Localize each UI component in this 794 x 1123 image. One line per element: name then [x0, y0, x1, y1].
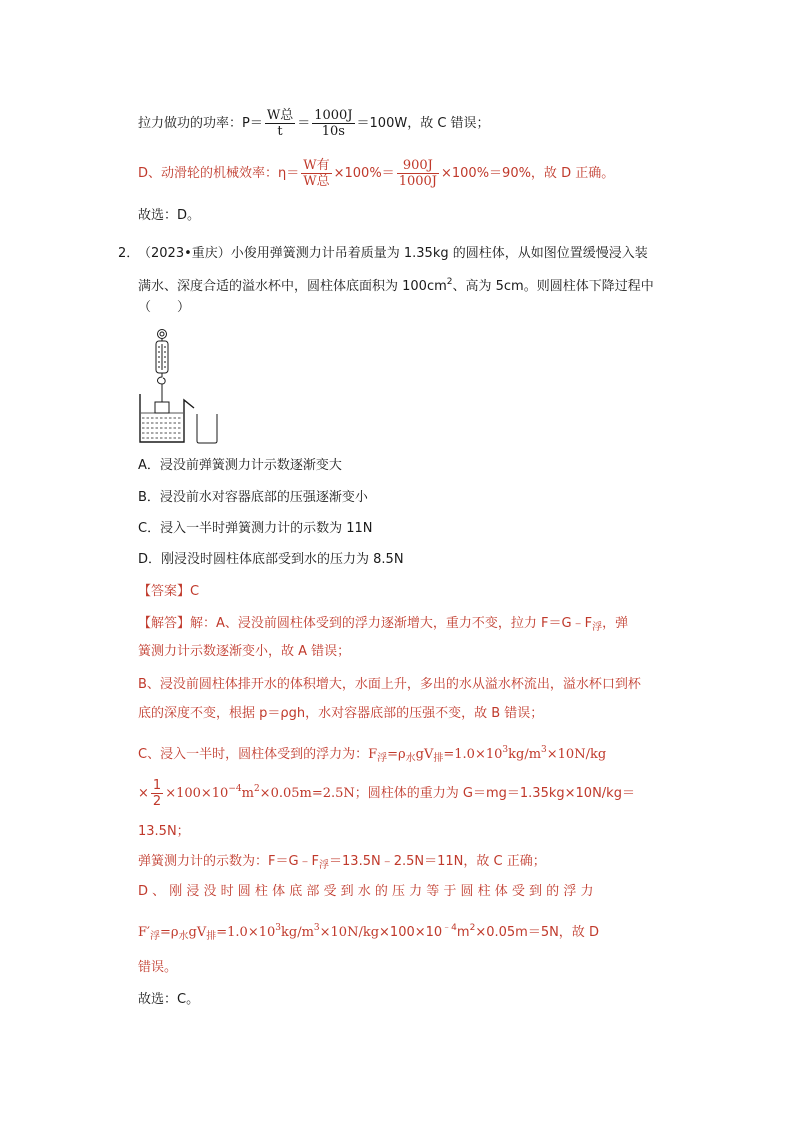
efficiency-fraction-1: $\frac{\text{W有}}{\text{W总}}$ — [303, 158, 330, 189]
efficiency-line: D、动滑轮的机械效率：η＝ $\frac{\text{W有}}{\text{W总}}$ ×100%＝ $\frac{900J}{1000J}$ ×100%＝90%，故 D 正确。 — [138, 158, 615, 189]
power-fraction-1: $\frac{\text{W总}}{t}$ — [266, 108, 294, 139]
analysis-heading: 【解答】 — [138, 616, 191, 631]
water-icon — [141, 413, 183, 438]
half-fraction: $\frac{1}{2}$ — [152, 778, 162, 809]
power-result: ＝100W，故 C 错误； — [356, 116, 490, 131]
analysis-line-9: D 、 刚 浸 没 时 圆 柱 体 底 部 受 到 水 的 压 力 等 于 圆 柱 体 受 到 的 浮 力 — [138, 884, 594, 899]
apparatus-figure — [136, 328, 226, 444]
efficiency-fraction-2: $\frac{900J}{1000J}$ — [398, 158, 437, 189]
question-number: 2． — [118, 246, 140, 261]
analysis-line-3: B、浸没前圆柱体排开水的体积增大，水面上升，多出的水从溢水杯流出，溢水杯口到杯 — [138, 677, 641, 692]
analysis-line-6: × $\frac{1}{2}$ $\times 100\times 10^{-4}m^2\times 0.05m=2.5N$；圆柱体的重力为 G＝mg＝1.35kg×10N/kg＝ — [138, 778, 635, 809]
analysis-line-1: 【解答】解：A、浸没前圆柱体受到的浮力逐渐增大，重力不变，拉力 $F=G﹣F_浮$，弹 — [138, 616, 629, 633]
part-a-choice: 故选：D。 — [138, 208, 201, 223]
efficiency-result: ×100%＝90%，故 D 正确。 — [440, 166, 615, 181]
buoyancy-formula-c: $F_浮=\rho_水gV_排=1.0\times 10^3kg/m^3\times 10N/kg$ — [368, 745, 607, 764]
option-c: C．浸入一半时弹簧测力计的示数为 11N — [138, 521, 373, 536]
efficiency-label: D、动滑轮的机械效率：η＝ — [138, 166, 300, 181]
power-label: 拉力做功的功率：P＝ — [138, 116, 263, 131]
answer-label: 【答案】C — [138, 584, 200, 599]
question-line-2: 满水、深度合适的溢水杯中，圆柱体底面积为 $100cm^2$、高为 5cm。则圆柱体下降过程中 — [138, 277, 654, 294]
analysis-line-8: 弹簧测力计的示数为：$F=G﹣F_浮=13.5N﹣2.5N=11N$，故 C 正确； — [138, 854, 546, 871]
analysis-line-10: $F'_浮=\rho_水gV_排=1.0\times 10^3kg/m^3\times 10N/kg\times 100\times 10^{﹣4}m^2\times 0.05m=5N$，故 D — [138, 923, 599, 942]
option-d: D．刚浸没时圆柱体底部受到水的压力为 8.5N — [138, 552, 404, 567]
beaker-icon — [197, 414, 217, 443]
option-b: B．浸没前水对容器底部的压强逐渐变小 — [138, 490, 368, 505]
buoyancy-formula-d: $F'_浮=\rho_水gV_排=1.0\times 10^3kg/m^3\times 10N/kg$ — [138, 923, 380, 942]
power-line: 拉力做功的功率：P＝ $\frac{\text{W总}}{t}$ ＝ $\frac{1000J}{10s}$ ＝100W，故 C 错误； — [138, 108, 490, 139]
power-fraction-2: $\frac{1000J}{10s}$ — [314, 108, 353, 139]
option-a: A．浸没前弹簧测力计示数逐渐变大 — [138, 458, 342, 473]
analysis-line-4: 底的深度不变，根据 p＝ρgh，水对容器底部的压强不变，故 B 错误； — [138, 706, 544, 721]
cylinder-icon — [155, 402, 169, 413]
question-blank: （ ） — [138, 300, 191, 315]
analysis-choice: 故选：C。 — [138, 992, 200, 1007]
analysis-line-11: 错误。 — [138, 960, 178, 975]
analysis-line-7: 13.5N； — [138, 824, 190, 839]
question-line-1: （2023•重庆）小俊用弹簧测力计吊着质量为 1.35kg 的圆柱体，从如图位置缓慢浸入装 — [138, 246, 648, 261]
analysis-line-2: 簧测力计示数逐渐变小，故 A 错误； — [138, 644, 351, 659]
analysis-line-5: C、浸入一半时，圆柱体受到的浮力为：$F_浮=\rho_水gV_排=1.0\times 10^3kg/m^3\times 10N/kg$ — [138, 745, 607, 764]
spring-scale-icon — [156, 330, 168, 403]
